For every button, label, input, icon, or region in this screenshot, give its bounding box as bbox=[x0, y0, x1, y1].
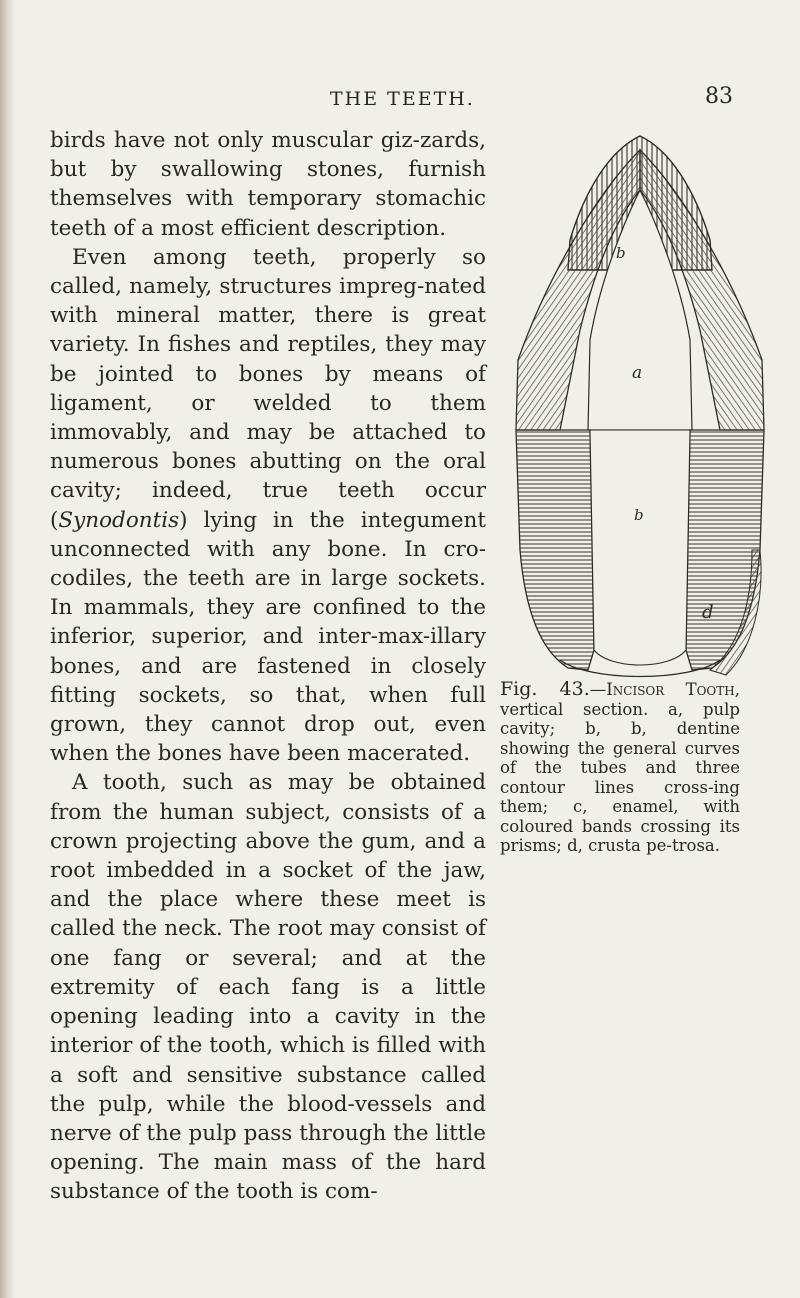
root-canal bbox=[590, 430, 690, 665]
caption-figure-number: Fig. 43. bbox=[500, 678, 590, 700]
label-b-lower: b bbox=[634, 506, 644, 524]
paragraph-2 bbox=[50, 243, 486, 769]
body-text bbox=[50, 126, 486, 1207]
figure-caption bbox=[500, 680, 740, 856]
paragraph-2-text-b: ) lying in the integument unconnected with any bone. In cro-codiles, the teeth are in large sockets. In mammals, they are confined to the inferior, superior, and inter-max-illary bones, and are fastened in closely fitting sockets, so that, when full grown, they cannot drop out, even when the bones have been macerated. bbox=[50, 507, 486, 767]
caption-title: —Incisor Tooth, bbox=[589, 680, 740, 699]
running-head: THE TEETH. bbox=[330, 88, 475, 110]
label-a: a bbox=[632, 363, 643, 383]
page-number: 83 bbox=[705, 84, 733, 109]
caption-body: vertical section. a, pulp cavity; b, b, dentine showing the general curves of the tubes and three contour lines cross-ing them; c, enamel, with coloured bands crossing its prisms; d, crusta pe-trosa. bbox=[500, 699, 740, 855]
paragraph-1: birds have not only muscular giz-zards, but by swallowing stones, furnish themselves with temporary stomachic teeth of a most efficient description. bbox=[50, 128, 486, 241]
root-left bbox=[516, 430, 594, 670]
incisor-tooth-illustration bbox=[490, 130, 790, 678]
label-b-upper: b bbox=[616, 244, 626, 262]
paragraph-2-text-a: Even among teeth, properly so called, namely, structures impreg-nated with mineral matter, there is great variety. In fishes and reptiles, they may be jointed to bones by means of ligament, or welded to them immovably, and may be attached to numerous bones abutting on the oral cavity; indeed, true teeth occur ( bbox=[50, 244, 486, 533]
page-binding-shadow bbox=[0, 0, 14, 1298]
label-d: d bbox=[702, 602, 714, 623]
paragraph-3: A tooth, such as may be obtained from the human subject, consists of a crown projecting above the gum, and a root imbedded in a socket of the jaw, and the place where these meet is called the neck. The root may consist of one fang or several; and at the extremity of each fang is a little opening leading into a cavity in the interior of the tooth, which is filled with a soft and sensitive substance called the pulp, while the blood-vessels and nerve of the pulp pass through the little opening. The main mass of the hard substance of the tooth is com- bbox=[50, 770, 486, 1205]
paragraph-2-genus: Synodontis bbox=[58, 507, 180, 533]
